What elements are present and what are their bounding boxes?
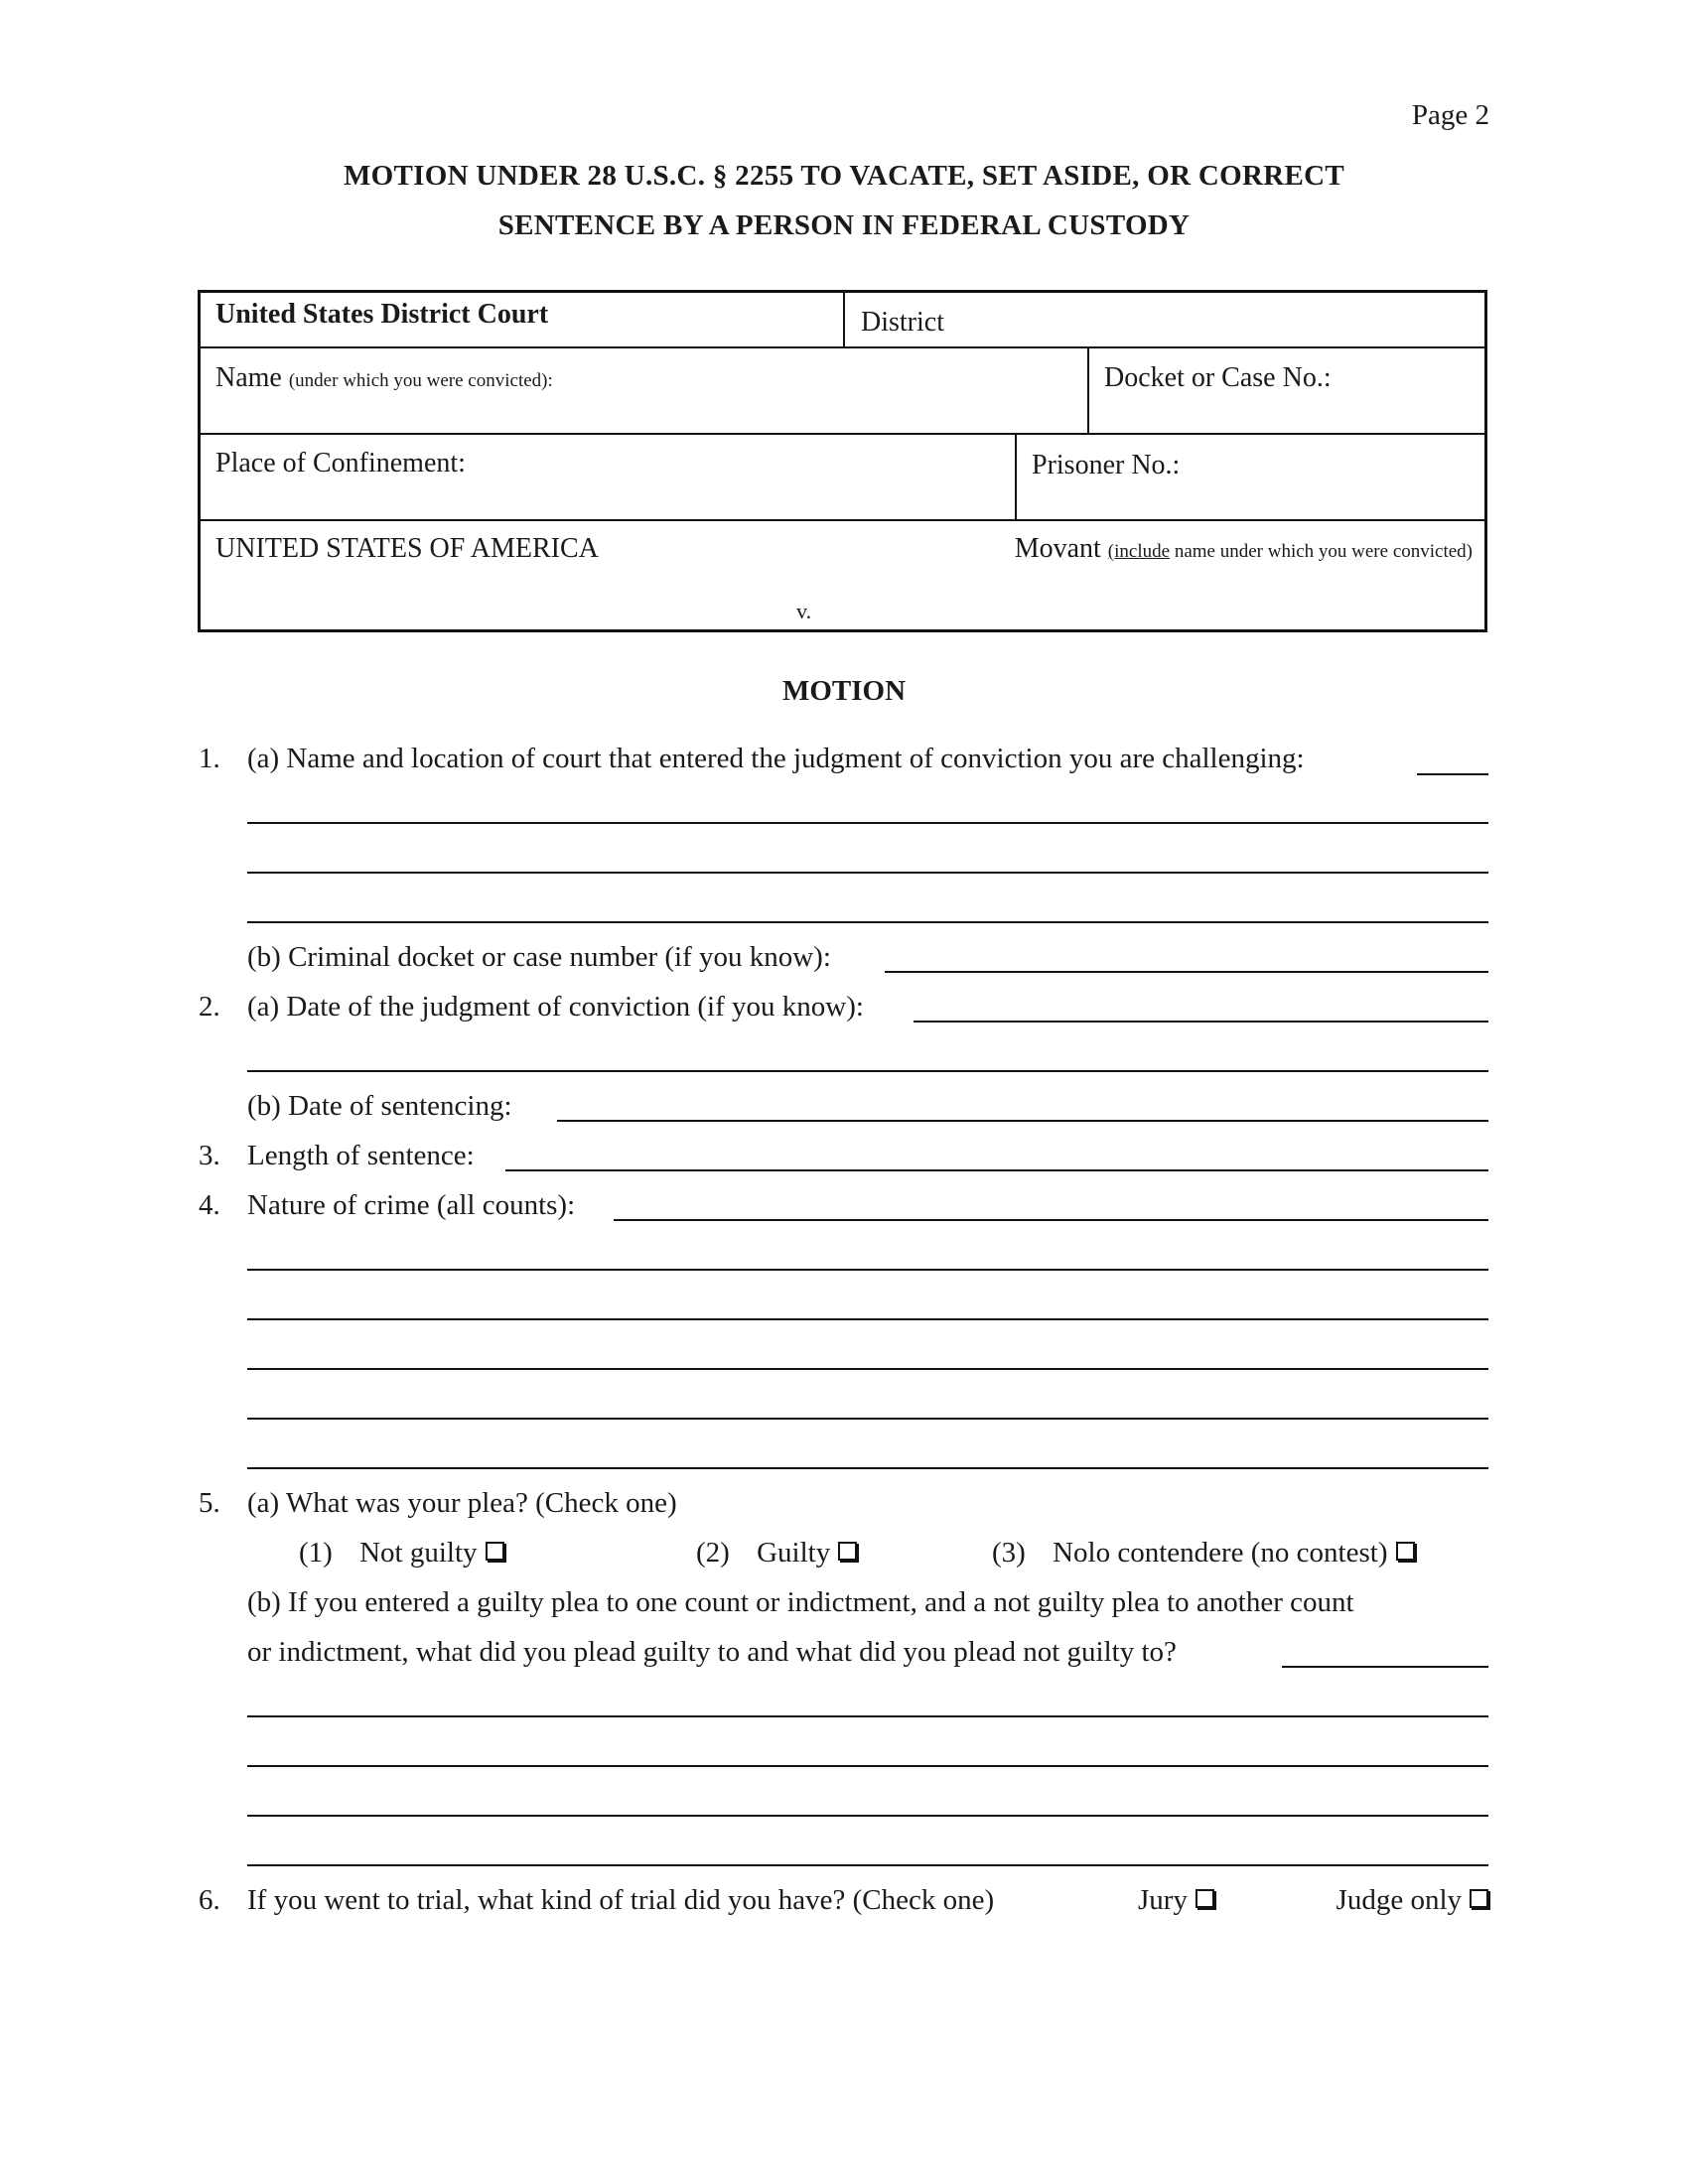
q2a-answer-line[interactable] (914, 1021, 1488, 1023)
versus-label: v. (796, 599, 812, 623)
checkbox-icon[interactable] (1196, 1889, 1214, 1908)
q1a-answer-line[interactable] (247, 921, 1488, 923)
confinement-field[interactable]: Place of Confinement: (215, 448, 466, 478)
q5b-answer-line[interactable] (247, 1864, 1488, 1866)
district-field[interactable]: District (861, 307, 944, 338)
q5b-answer-line[interactable] (247, 1715, 1488, 1717)
motion-heading: MOTION (781, 675, 907, 707)
q2b-label: (b) Date of sentencing: (247, 1090, 512, 1122)
q5b-answer-line[interactable] (247, 1765, 1488, 1767)
page-number: Page 2 (1411, 99, 1489, 131)
plea-option-label: Not guilty (359, 1537, 478, 1569)
q4-label: Nature of crime (all counts): (247, 1189, 576, 1221)
q1a-answer-line[interactable] (1417, 773, 1488, 775)
trial-option-label: Jury (1138, 1884, 1188, 1916)
plea-option-number: (1) (299, 1537, 333, 1569)
q4-answer-line[interactable] (247, 1269, 1488, 1271)
name-label: Name (215, 362, 282, 393)
plea-option-nolo-contendere[interactable] (992, 1537, 1415, 1570)
movant-hint-rest: name under which you were convicted) (1170, 541, 1473, 562)
trial-option-jury[interactable] (1138, 1884, 1214, 1917)
q2-number: 2. (199, 991, 220, 1023)
q6-number: 6. (199, 1884, 220, 1916)
q2a-answer-line[interactable] (247, 1070, 1488, 1072)
plea-option-guilty[interactable] (696, 1537, 857, 1570)
q6-label: If you went to trial, what kind of trial did you have? (Check one) (247, 1884, 995, 1916)
q4-answer-line[interactable] (247, 1418, 1488, 1420)
q1a-answer-line[interactable] (247, 872, 1488, 874)
usa-label: UNITED STATES OF AMERICA (215, 533, 599, 564)
plea-option-not-guilty[interactable] (299, 1537, 504, 1570)
plea-option-label: Guilty (757, 1537, 831, 1569)
q5b-answer-line[interactable] (247, 1815, 1488, 1817)
name-field[interactable] (215, 362, 553, 394)
docket-field[interactable]: Docket or Case No.: (1104, 362, 1332, 393)
prisoner-number-field[interactable]: Prisoner No.: (1032, 450, 1181, 480)
q3-number: 3. (199, 1140, 220, 1171)
trial-option-judge-only[interactable] (1336, 1884, 1488, 1917)
q2a-label: (a) Date of the judgment of conviction (if you know): (247, 991, 864, 1023)
q5b-label-line-2: or indictment, what did you plead guilty to and what did you plead not guilty to? (247, 1636, 1177, 1668)
case-header-table (198, 290, 1487, 632)
q1a-answer-line[interactable] (247, 822, 1488, 824)
q5b-label-line-1: (b) If you entered a guilty plea to one count or indictment, and a not guilty plea to another count (247, 1586, 1354, 1618)
checkbox-icon[interactable] (838, 1542, 857, 1561)
q4-answer-line[interactable] (247, 1318, 1488, 1320)
q4-answer-line[interactable] (247, 1368, 1488, 1370)
plea-option-label: Nolo contendere (no contest) (1053, 1537, 1388, 1569)
q5-number: 5. (199, 1487, 220, 1519)
plea-option-number: (3) (992, 1537, 1026, 1569)
checkbox-icon[interactable] (1396, 1542, 1415, 1561)
q1b-label: (b) Criminal docket or case number (if you know): (247, 941, 831, 973)
court-label: United States District Court (215, 299, 549, 330)
trial-option-label: Judge only (1336, 1884, 1462, 1916)
q3-label: Length of sentence: (247, 1140, 475, 1171)
name-hint: (under which you were convicted): (288, 370, 553, 391)
movant-field[interactable] (1015, 533, 1473, 565)
q3-answer-line[interactable] (505, 1169, 1488, 1171)
form-title-line-2: SENTENCE BY A PERSON IN FEDERAL CUSTODY (497, 209, 1191, 241)
q4-answer-line[interactable] (614, 1219, 1488, 1221)
q1a-label: (a) Name and location of court that entered the judgment of conviction you are challenging: (247, 743, 1305, 774)
checkbox-icon[interactable] (1470, 1889, 1488, 1908)
checkbox-icon[interactable] (486, 1542, 504, 1561)
movant-label: Movant (1014, 533, 1101, 564)
q5a-label: (a) What was your plea? (Check one) (247, 1487, 677, 1519)
q4-number: 4. (199, 1189, 220, 1221)
q4-answer-line[interactable] (247, 1467, 1488, 1469)
q5b-answer-line[interactable] (1282, 1666, 1488, 1668)
movant-hint-include: (include (1107, 541, 1171, 562)
q2b-answer-line[interactable] (557, 1120, 1488, 1122)
form-title-line-1: MOTION UNDER 28 U.S.C. § 2255 TO VACATE, SET ASIDE, OR CORRECT (343, 160, 1345, 192)
plea-option-number: (2) (696, 1537, 730, 1569)
q1b-answer-line[interactable] (885, 971, 1488, 973)
q1-number: 1. (199, 743, 220, 774)
